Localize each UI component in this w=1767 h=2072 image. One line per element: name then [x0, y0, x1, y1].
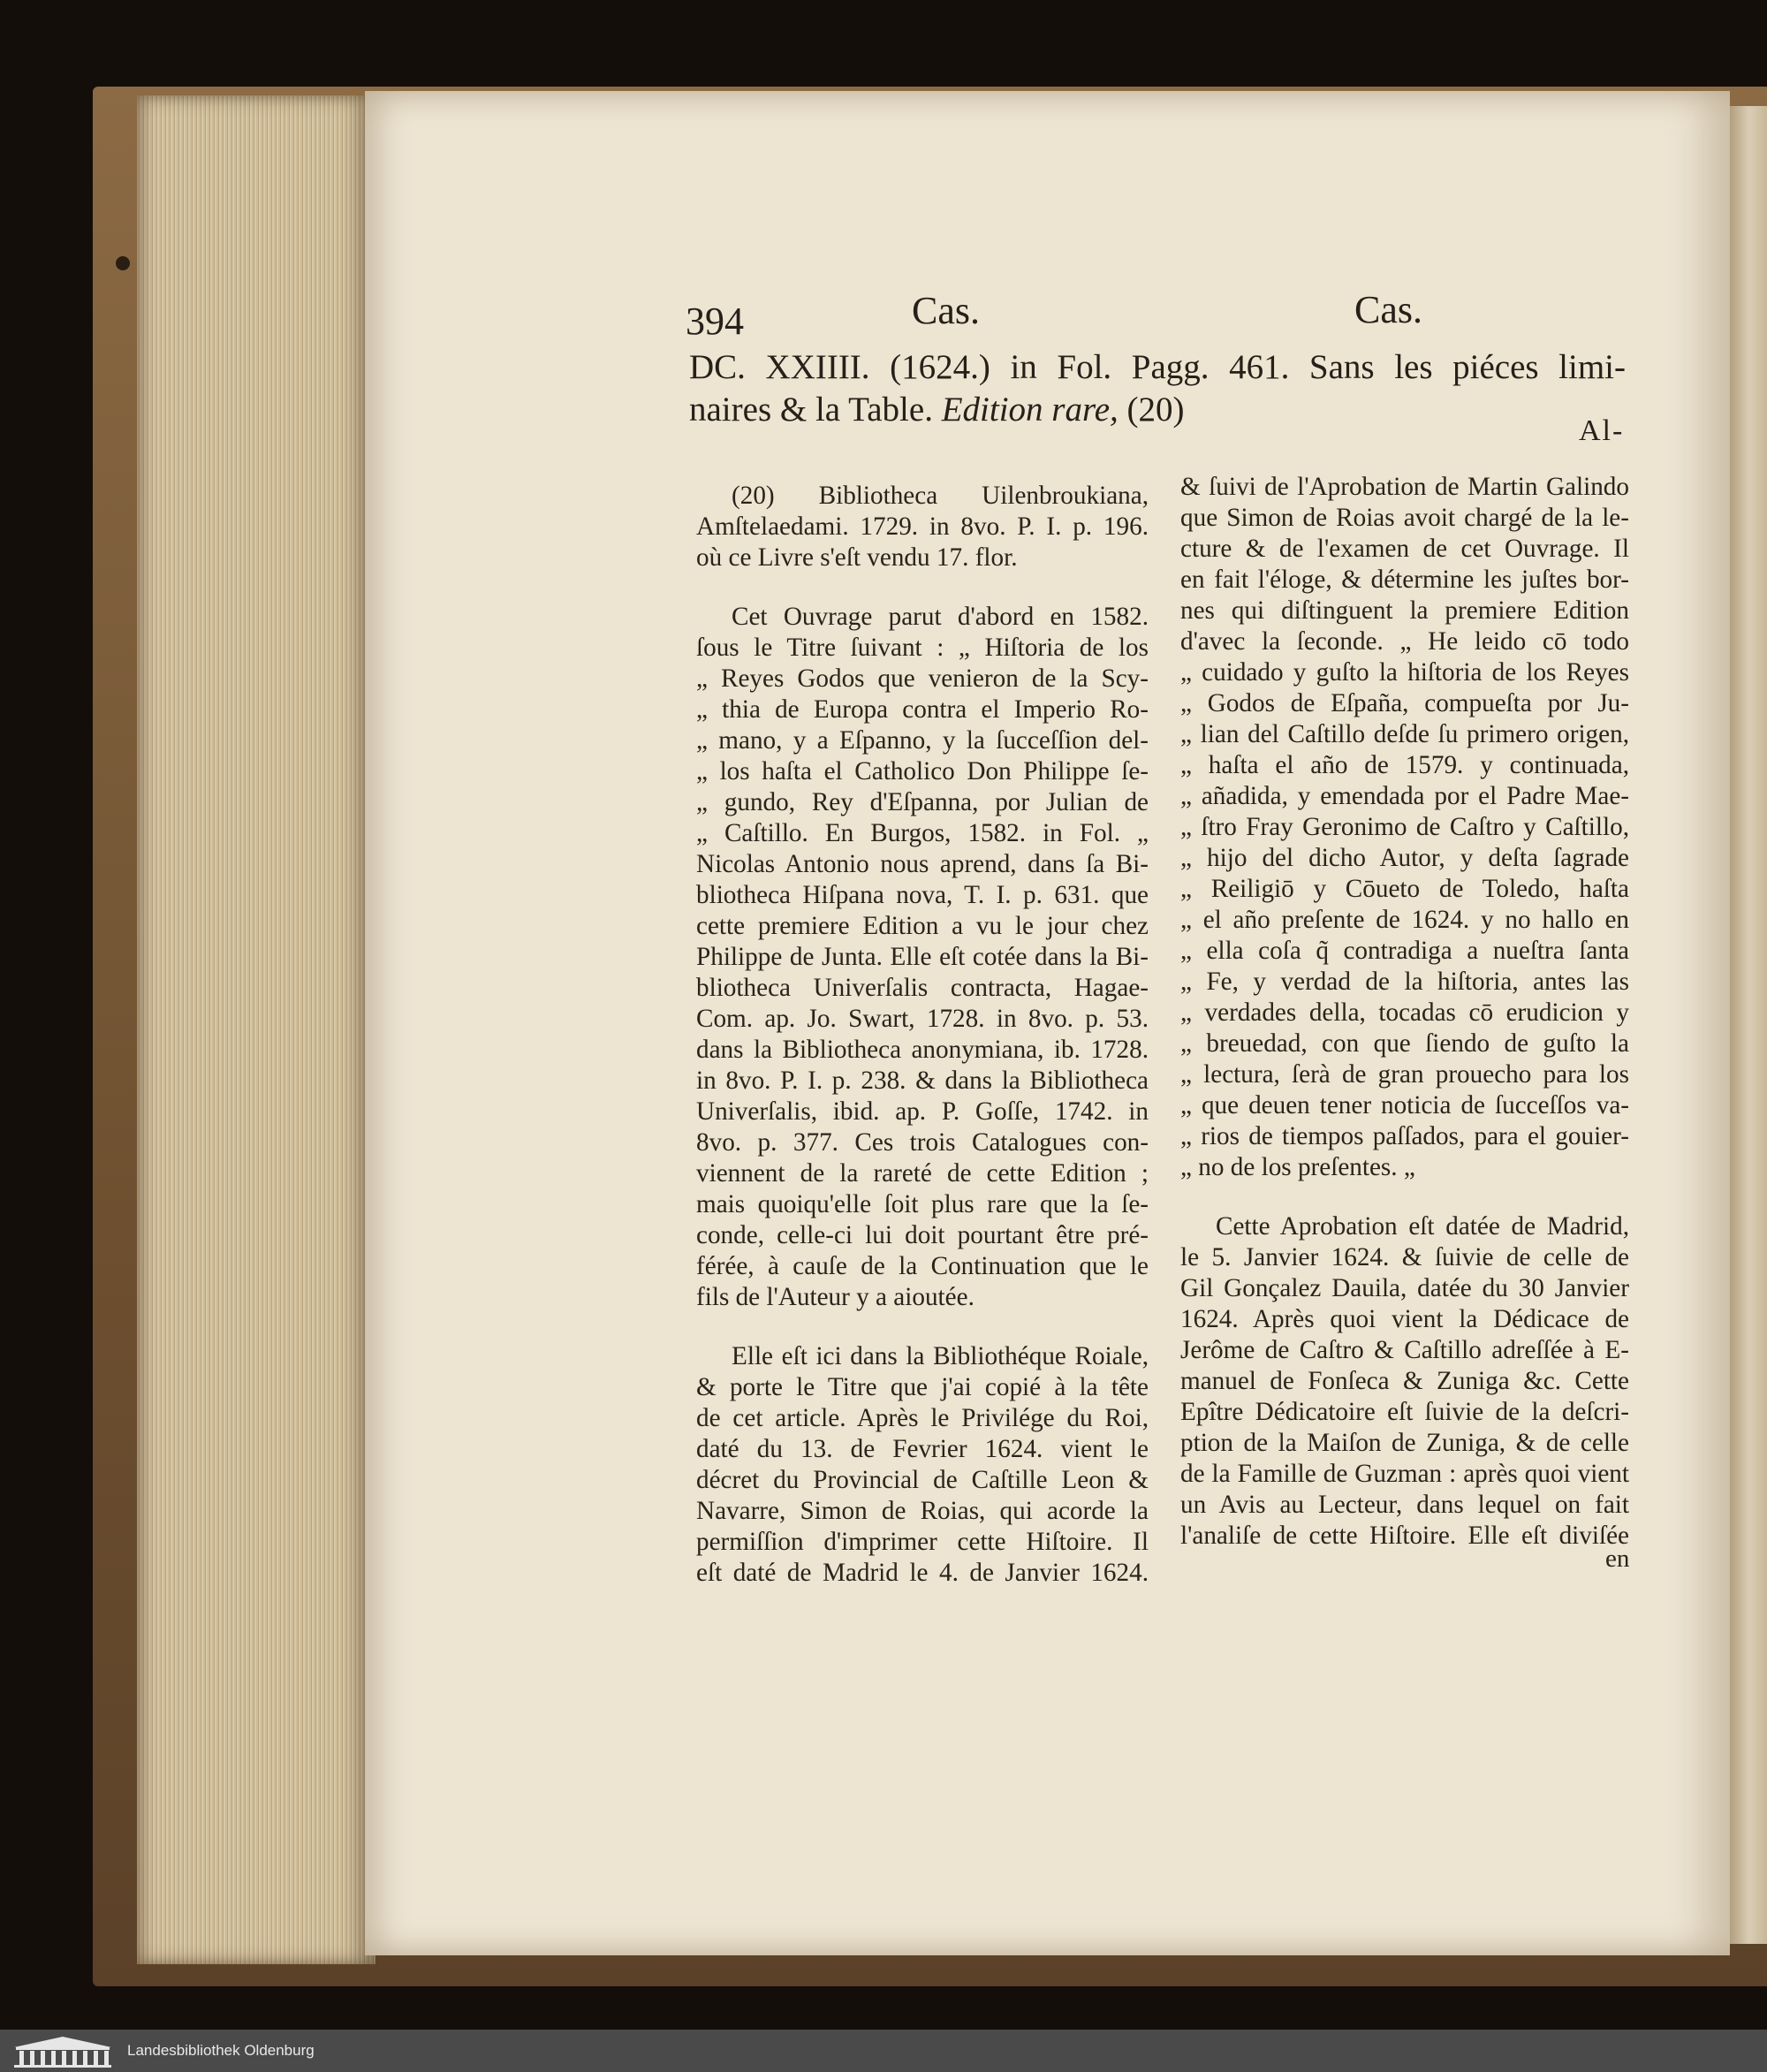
text-line: où ce Livre s'eſt vendu 17. flor.	[696, 543, 1018, 572]
text-line: cture & de l'examen de cet Ouvrage. Il	[1180, 535, 1629, 563]
text-line: Cette Aprobation eſt datée de Madrid,	[1216, 1212, 1629, 1241]
text-line: bliotheca Univerſalis contracta, Hagae-	[696, 974, 1149, 1002]
text-line: en fait l'éloge, & détermine les juſtes bor-	[1180, 565, 1629, 594]
text-line: „ rios de tiempos paſſados, para el gouier-	[1180, 1122, 1629, 1150]
text-line: que Simon de Roias avoit chargé de la le-	[1180, 504, 1629, 532]
text-line: de la Famille de Guzman : après quoi vient	[1180, 1460, 1629, 1488]
text-line: conde, celle-ci lui doit pourtant être pré-	[696, 1221, 1149, 1249]
text-line: & ſuivi de l'Aprobation de Martin Galindo	[1180, 473, 1629, 501]
left-column	[696, 481, 1149, 1589]
title-line-2	[689, 389, 1184, 431]
title-line-2-text: naires & la Table.	[689, 391, 933, 429]
text-line: Epître Dédicatoire eſt ſuivie de la deſcri-	[1180, 1398, 1629, 1426]
text-line: Philippe de Junta. Elle eſt cotée dans la Bi-	[696, 943, 1149, 971]
text-line: un Avis au Lecteur, dans lequel on fait	[1180, 1491, 1629, 1519]
text-line: de cet article. Après le Privilége du Roi,	[696, 1404, 1149, 1432]
text-line: „ mano, y a Eſpanno, y la ſucceſſion del-	[696, 726, 1149, 755]
text-line: „ thia de Europa contra el Imperio Ro-	[696, 695, 1149, 724]
text-line: ption de la Maiſon de Zuniga, & de celle	[1180, 1429, 1629, 1457]
right-column	[1180, 472, 1629, 1552]
text-line: Gil Gonçalez Dauila, datée du 30 Janvier	[1180, 1274, 1629, 1302]
text-line: cette premiere Edition a vu le jour chez	[696, 912, 1149, 940]
paragraph	[1180, 1211, 1629, 1552]
title-line-1: DC. XXIIII. (1624.) in Fol. Pagg. 461. Sans les piéces limi-	[689, 348, 1626, 386]
text-line: „ lian del Caſtillo deſde ſu primero origen,	[1180, 720, 1629, 748]
library-name: Landesbibliothek Oldenburg	[127, 2042, 315, 2059]
text-line: Com. ap. Jo. Swart, 1728. in 8vo. p. 53.	[696, 1005, 1149, 1033]
text-line: „ Reyes Godos que venieron de la Scy-	[696, 664, 1149, 693]
paragraph	[696, 602, 1149, 1313]
text-line: le 5. Janvier 1624. & ſuivie de celle de	[1180, 1243, 1629, 1271]
binding-mark	[116, 256, 130, 270]
text-line: mais quoiqu'elle ſoit plus rare que la ſe-	[696, 1190, 1149, 1218]
page-block-edge	[137, 95, 375, 1964]
text-line: „ Fe, y verdad de la hiſtoria, antes las	[1180, 968, 1629, 996]
text-line: „ no de los preſentes. „	[1180, 1153, 1415, 1181]
text-line: „ añadida, y emendada por el Padre Mae-	[1180, 782, 1629, 810]
text-line: férée, à cauſe de la Continuation que le	[696, 1252, 1149, 1280]
text-line: „ el año preſente de 1624. y no hallo en	[1180, 906, 1629, 934]
text-line: „ breuedad, con que ſiendo de guſto la	[1180, 1029, 1629, 1058]
text-line: „ verdades della, tocadas cō erudicion y	[1180, 998, 1629, 1027]
text-line: „ haſta el año de 1579. y continuada,	[1180, 751, 1629, 779]
text-line: eſt daté de Madrid le 4. de Janvier 1624.	[696, 1559, 1149, 1587]
text-line: & porte le Titre que j'ai copié à la tête	[696, 1373, 1149, 1401]
text-line: Elle eſt ici dans la Bibliothéque Roiale,	[732, 1342, 1149, 1370]
text-line: daté du 13. de Fevrier 1624. vient le	[696, 1435, 1149, 1463]
paragraph	[696, 1341, 1149, 1589]
text-line: ſous le Titre ſuivant : „ Hiſtoria de los	[696, 634, 1149, 662]
text-line: 8vo. p. 377. Ces trois Catalogues con-	[696, 1128, 1149, 1157]
text-line: (20) Bibliotheca Uilenbroukiana,	[732, 482, 1149, 510]
text-line: Cet Ouvrage parut d'abord en 1582.	[732, 603, 1149, 631]
text-line: „ los haſta el Catholico Don Philippe ſe-	[696, 757, 1149, 786]
text-line: „ Reiligiō y Cōueto de Toledo, haſta	[1180, 875, 1629, 903]
text-line: „ hijo del dicho Autor, y deſta ſagrade	[1180, 844, 1629, 872]
text-line: „ ella coſa q̃ contradiga a nueſtra ſanta	[1180, 937, 1629, 965]
paragraph	[1180, 472, 1629, 1183]
text-line: „ ſtro Fray Geronimo de Caſtro y Caſtillo,	[1180, 813, 1629, 841]
text-line: Univerſalis, ibid. ap. P. Goſſe, 1742. in	[696, 1097, 1149, 1126]
text-line: Nicolas Antonio nous aprend, dans ſa Bi-	[696, 850, 1149, 878]
text-line: „ lectura, ſerà de gran prouecho para los	[1180, 1060, 1629, 1089]
text-line: Jerôme de Caſtro & Caſtillo adreſſée à E-	[1180, 1336, 1629, 1364]
text-line: 1624. Après quoi vient la Dédicace de	[1180, 1305, 1629, 1333]
text-line: viennent de la rareté de cette Edition ;	[696, 1159, 1149, 1188]
text-line: décret du Provincial de Caſtille Leon &	[696, 1466, 1149, 1494]
text-line: Amſtelaedami. 1729. in 8vo. P. I. p. 196.	[696, 512, 1149, 541]
footnote	[696, 481, 1149, 573]
running-head-left: Cas.	[912, 289, 980, 332]
text-line: „ gundo, Rey d'Eſpanna, por Julian de	[696, 788, 1149, 816]
text-line: „ que deuen tener noticia de ſucceſſos va-	[1180, 1091, 1629, 1119]
text-line: fils de l'Auteur y a aioutée.	[696, 1283, 975, 1311]
text-line: bliotheca Hiſpana nova, T. I. p. 631. que	[696, 881, 1149, 909]
text-line: „ Caſtillo. En Burgos, 1582. in Fol. „	[696, 819, 1149, 847]
catchword-top: Al-	[1579, 414, 1625, 447]
text-line: manuel de Fonſeca & Zuniga &c. Cette	[1180, 1367, 1629, 1395]
text-line: Navarre, Simon de Roias, qui acorde la	[696, 1497, 1149, 1525]
text-line: nes qui diſtinguent la premiere Edition	[1180, 596, 1629, 625]
text-line: dans la Bibliotheca anonymiana, ib. 1728.	[696, 1036, 1149, 1064]
footer-bar	[0, 2030, 1767, 2072]
text-line: l'analiſe de cette Hiſtoire. Elle eſt diviſée	[1180, 1522, 1629, 1550]
catchword-bottom: en	[1605, 1545, 1630, 1573]
text-line: permiſſion d'imprimer cette Hiſtoire. Il	[696, 1528, 1149, 1556]
running-head-right: Cas.	[1354, 288, 1422, 331]
text-line: „ cuidado y guſto la hiſtoria de los Reyes	[1180, 658, 1629, 687]
text-line: in 8vo. P. I. p. 238. & dans la Bibliotheca	[696, 1066, 1149, 1095]
edition-rare-label: Edition rare,	[941, 391, 1119, 429]
text-line: „ Godos de Eſpaña, compueſta por Ju-	[1180, 689, 1629, 717]
page-number: 394	[686, 300, 744, 343]
library-building-icon	[11, 2033, 115, 2068]
text-line: d'avec la ſeconde. „ He leido cō todo	[1180, 627, 1629, 656]
footnote-ref: (20)	[1126, 391, 1185, 429]
